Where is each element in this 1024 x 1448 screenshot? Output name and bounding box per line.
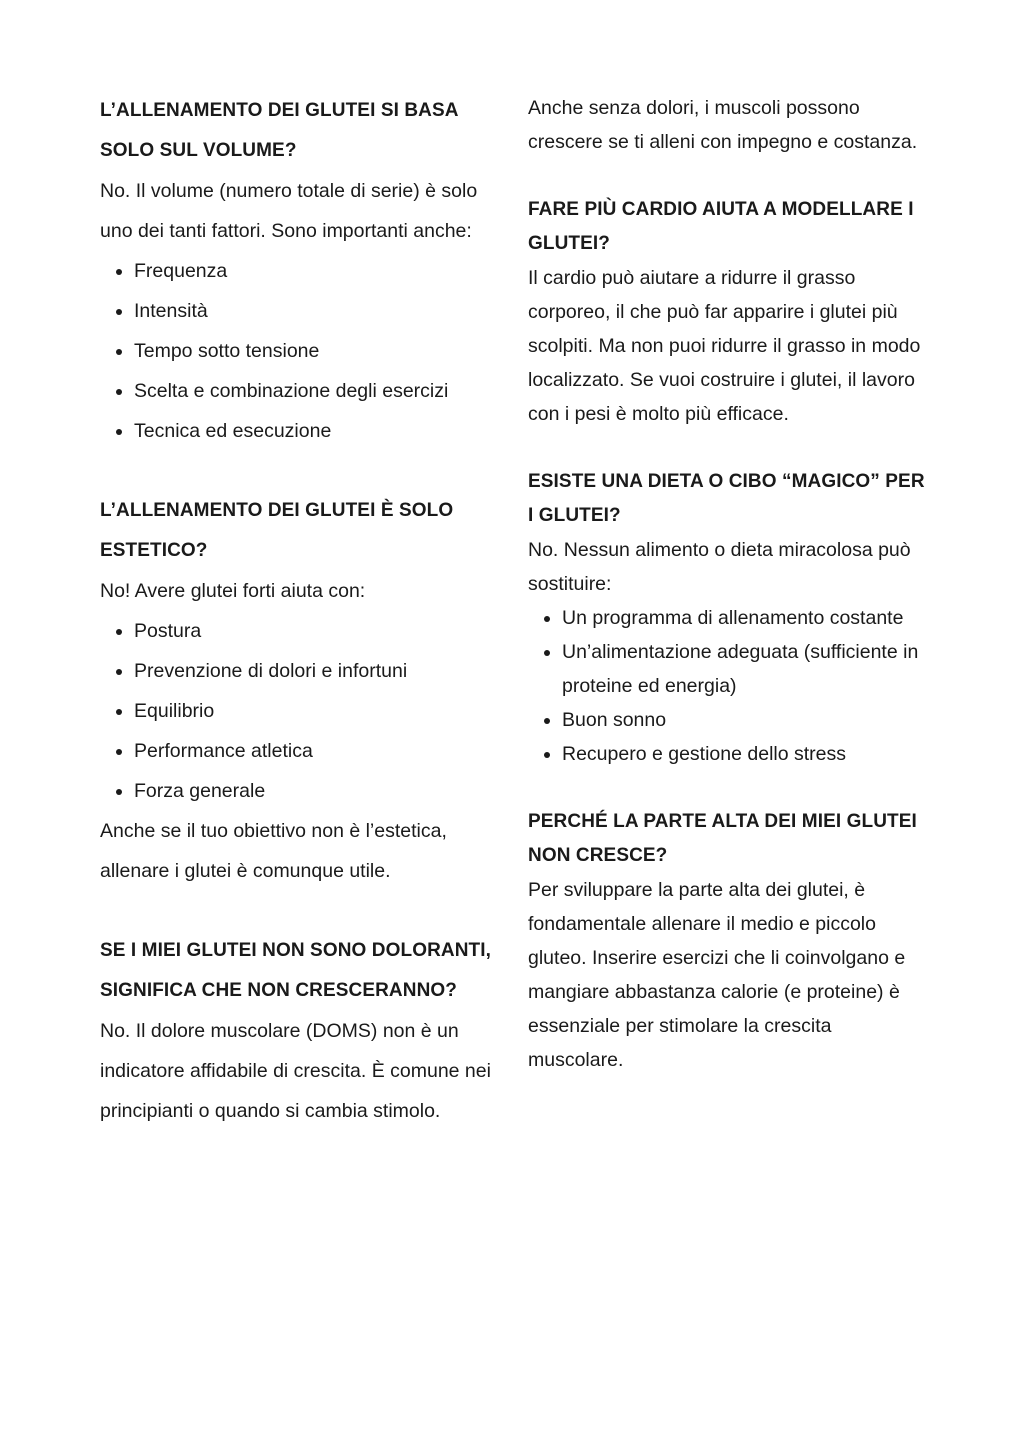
faq-soreness — [100, 931, 500, 1131]
faq-soreness-continuation: Anche senza dolori, i muscoli possono crescere se ti alleni con impegno e costanza. — [528, 97, 918, 153]
faq-aesthetic-list — [100, 611, 500, 811]
list-item: • Scelta e combinazione degli esercizi — [134, 371, 500, 411]
list-item: • Un’alimentazione adeguata (sufficiente in proteine ed energia) — [562, 635, 928, 703]
faq-upper-glutes — [528, 805, 928, 1077]
list-item: • Tempo sotto tensione — [134, 331, 500, 371]
faq-aesthetic — [100, 491, 500, 891]
faq-volume-heading: L’ALLENAMENTO DEI GLUTEI SI BASA SOLO SUL VOLUME? — [100, 100, 458, 161]
section-spacer — [528, 159, 928, 193]
list-item: • Tecnica ed esecuzione — [134, 411, 500, 451]
list-item: • Recupero e gestione dello stress — [562, 737, 928, 771]
faq-cardio-heading: FARE PIÙ CARDIO AIUTA A MODELLARE I GLUTEI? — [528, 199, 914, 254]
faq-soreness-heading: SE I MIEI GLUTEI NON SONO DOLORANTI, SIGNIFICA CHE NON CRESCERANNO? — [100, 940, 492, 1001]
list-item: • Forza generale — [134, 771, 500, 811]
list-item: • Prevenzione di dolori e infortuni — [134, 651, 500, 691]
right-column — [528, 91, 928, 1077]
list-item: • Intensità — [134, 291, 500, 331]
faq-volume-list — [100, 251, 500, 451]
faq-cardio — [528, 193, 928, 431]
left-column — [100, 91, 500, 1131]
list-item: • Equilibrio — [134, 691, 500, 731]
section-spacer — [100, 891, 500, 931]
faq-diet-list — [528, 601, 928, 771]
faq-aesthetic-outro: Anche se il tuo obiettivo non è l’estetica, allenare i glutei è comunque utile. — [100, 820, 447, 882]
faq-aesthetic-intro: No! Avere glutei forti aiuta con: — [100, 580, 366, 602]
list-item: • Postura — [134, 611, 500, 651]
faq-volume-intro: No. Il volume (numero totale di serie) è solo uno dei tanti fattori. Sono importanti anche: — [100, 180, 478, 242]
faq-aesthetic-heading: L’ALLENAMENTO DEI GLUTEI È SOLO ESTETICO? — [100, 500, 454, 561]
list-item: • Performance atletica — [134, 731, 500, 771]
list-item: • Un programma di allenamento costante — [562, 601, 928, 635]
faq-volume — [100, 91, 500, 451]
list-item: • Frequenza — [134, 251, 500, 291]
faq-soreness-body: No. Il dolore muscolare (DOMS) non è un indicatore affidabile di crescita. È comune nei principianti o quando si cambia stimolo. — [100, 1020, 491, 1122]
faq-diet — [528, 465, 928, 771]
faq-diet-heading: ESISTE UNA DIETA O CIBO “MAGICO” PER I GLUTEI? — [528, 471, 925, 526]
faq-diet-intro: No. Nessun alimento o dieta miracolosa può sostituire: — [528, 539, 911, 595]
section-spacer — [528, 771, 928, 805]
faq-cardio-body: Il cardio può aiutare a ridurre il grasso corporeo, il che può far apparire i glutei più scolpiti. Ma non puoi ridurre il grasso in modo localizzato. Se vuoi costruire i glutei, il lavoro con i pesi è molto più efficace. — [528, 267, 921, 425]
section-spacer — [100, 451, 500, 491]
faq-upper-glutes-heading: PERCHÉ LA PARTE ALTA DEI MIEI GLUTEI NON CRESCE? — [528, 811, 917, 866]
section-spacer — [528, 431, 928, 465]
faq-upper-glutes-body: Per sviluppare la parte alta dei glutei, è fondamentale allenare il medio e piccolo gluteo. Inserire esercizi che li coinvolgano e mangiare abbastanza calorie (e proteine) è essenziale per stimolare la crescita muscolare. — [528, 879, 906, 1071]
list-item: • Buon sonno — [562, 703, 928, 737]
